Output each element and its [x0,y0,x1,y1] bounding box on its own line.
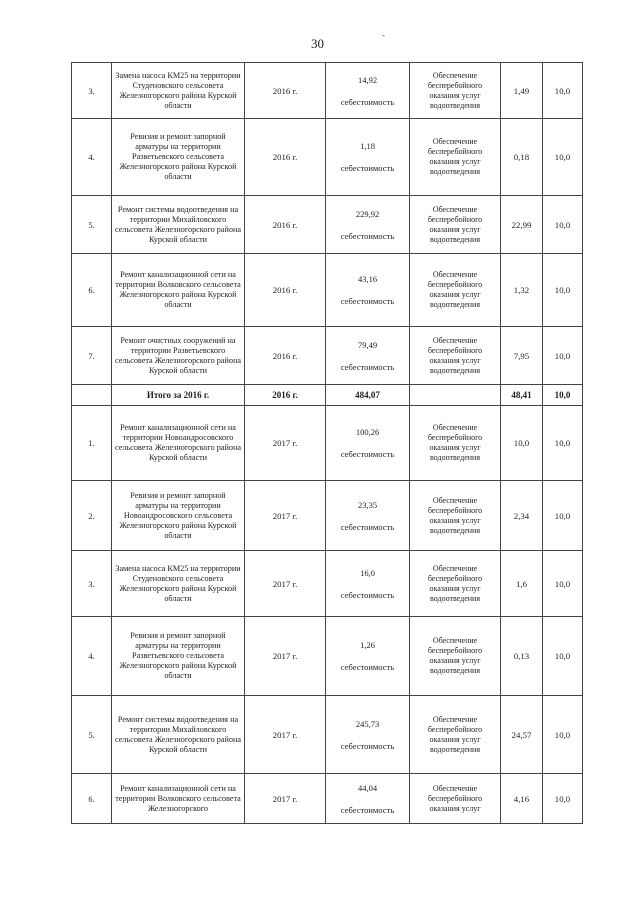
row-number: 5. [72,696,112,774]
row-number [72,385,112,406]
row-name: Итого за 2016 г. [112,385,245,406]
row-amount: 16,0 [360,567,375,578]
row-value-1: 0,13 [501,617,543,696]
row-purpose: Обеспечение бесперебойного оказания услуг водоотведения [410,406,501,481]
row-year: 2016 г. [245,327,326,385]
row-value-2: 10,0 [543,196,583,254]
row-value-2: 10,0 [543,696,583,774]
row-purpose: Обеспечение бесперебойного оказания услуг водоотведения [410,196,501,254]
row-value-1: 48,41 [501,385,543,406]
row-basis: себестоимость [340,96,395,107]
row-year: 2017 г. [245,481,326,551]
row-amount: 100,26 [355,427,380,437]
table-row [72,406,583,481]
row-value-1: 2,34 [501,481,543,551]
row-number: 4. [72,617,112,696]
row-amount: 1,26 [360,640,375,650]
row-value-2: 10,0 [543,119,583,196]
row-value-2: 10,0 [543,63,583,119]
table-body [72,63,583,824]
row-amount: 245,73 [355,718,380,729]
row-value-1: 24,57 [501,696,543,774]
row-number: 3. [72,551,112,617]
row-purpose: Обеспечение бесперебойного оказания услуг водоотведения [410,63,501,119]
row-basis: себестоимость [340,589,395,600]
row-purpose: Обеспечение бесперебойного оказания услуг водоотведения [410,551,501,617]
row-year: 2016 г. [245,119,326,196]
table-row [72,696,583,774]
row-name: Ревизия и ремонт запорной арматуры на территории Разветьевского сельсовета Железногорского района Курской области [112,617,245,696]
row-amount: 229,92 [355,208,380,219]
row-name: Ремонт очистных сооружений на территории Разветьевского сельсовета Железногорского района Курской области [112,327,245,385]
row-purpose: Обеспечение бесперебойного оказания услуг водоотведения [410,481,501,551]
row-year: 2016 г. [245,385,326,406]
row-value-2: 10,0 [543,617,583,696]
table-total-row [72,385,583,406]
row-name: Ремонт канализационной сети на территории Новоандросовского сельсовета Железногорского района Курской области [112,406,245,481]
row-basis: себестоимость [340,230,395,241]
row-amount: 23,35 [357,499,378,510]
row-value-1: 22,99 [501,196,543,254]
row-cost [326,481,410,551]
row-year: 2016 г. [245,254,326,327]
row-year: 2017 г. [245,617,326,696]
table-row [72,254,583,327]
row-year: 2016 г. [245,196,326,254]
row-amount: 484,07 [355,390,380,400]
row-value-1: 7,95 [501,327,543,385]
row-name: Ремонт канализационной сети на территории Волковского сельсовета Железногорского [112,774,245,824]
row-value-1: 1,32 [501,254,543,327]
row-value-1: 0,18 [501,119,543,196]
row-name: Ремонт канализационной сети на территории Волковского сельсовета Железногорского района Курской области [112,254,245,327]
table-row [72,196,583,254]
row-name: Замена насоса КМ25 на территории Студеновского сельсовета Железногорского района Курской области [112,551,245,617]
table-row [72,551,583,617]
row-value-2: 10,0 [543,327,583,385]
row-year: 2017 г. [245,696,326,774]
table-row [72,617,583,696]
row-number: 1. [72,406,112,481]
row-number: 5. [72,196,112,254]
row-amount: 1,18 [360,141,375,151]
row-cost [326,774,410,824]
row-cost [326,696,410,774]
row-purpose: Обеспечение бесперебойного оказания услуг [410,774,501,824]
row-number: 4. [72,119,112,196]
row-year: 2017 г. [245,774,326,824]
row-basis: себестоимость [340,804,395,815]
row-amount: 79,49 [357,339,378,350]
row-cost [326,385,410,406]
row-number: 6. [72,254,112,327]
row-purpose: Обеспечение бесперебойного оказания услуг водоотведения [410,696,501,774]
row-number: 7. [72,327,112,385]
row-name: Ревизия и ремонт запорной арматуры на территории Разветьевского сельсовета Железногорского района Курской области [112,119,245,196]
row-amount: 43,16 [357,274,378,284]
scan-mark: - [382,30,385,40]
row-basis: себестоимость [340,449,395,459]
row-amount: 14,92 [357,74,378,85]
table-row [72,481,583,551]
row-number: 3. [72,63,112,119]
row-cost [326,119,410,196]
row-name: Замена насоса КМ25 на территории Студеновского сельсовета Железногорского района Курской области [112,63,245,119]
row-purpose: Обеспечение бесперебойного оказания услуг водоотведения [410,327,501,385]
row-cost [326,196,410,254]
table-row [72,774,583,824]
row-basis: себестоимость [340,296,395,306]
row-amount: 44,04 [357,782,378,793]
row-cost [326,254,410,327]
row-year: 2016 г. [245,63,326,119]
row-value-2: 10,0 [543,406,583,481]
row-name: Ремонт системы водоотведения на территории Михайловского сельсовета Железногорского района Курской области [112,196,245,254]
row-cost [326,63,410,119]
row-value-1: 4,16 [501,774,543,824]
row-value-2: 10,0 [543,254,583,327]
row-value-2: 10,0 [543,551,583,617]
table-row [72,327,583,385]
table-row [72,119,583,196]
row-basis: себестоимость [340,163,395,173]
row-purpose: Обеспечение бесперебойного оказания услуг водоотведения [410,617,501,696]
row-cost [326,327,410,385]
row-cost [326,617,410,696]
row-cost [326,551,410,617]
row-value-2: 10,0 [543,481,583,551]
row-number: 6. [72,774,112,824]
row-purpose [410,385,501,406]
row-value-1: 1,49 [501,63,543,119]
row-year: 2017 г. [245,551,326,617]
table-row [72,63,583,119]
row-value-1: 10,0 [501,406,543,481]
row-name: Ревизия и ремонт запорной арматуры на территории Новоандросовского сельсовета Железногорского района Курской области [112,481,245,551]
row-purpose: Обеспечение бесперебойного оказания услуг водоотведения [410,119,501,196]
row-name: Ремонт системы водоотведения на территории Михайловского сельсовета Железногорского района Курской области [112,696,245,774]
page-number: 30 [311,36,324,51]
row-basis: себестоимость [340,361,395,372]
row-number: 2. [72,481,112,551]
row-basis: себестоимость [340,740,395,751]
row-basis: себестоимость [340,662,395,672]
row-basis: себестоимость [340,521,395,532]
row-value-1: 1,6 [501,551,543,617]
investment-table [71,62,583,824]
row-value-2: 10,0 [543,774,583,824]
row-year: 2017 г. [245,406,326,481]
row-cost [326,406,410,481]
row-value-2: 10,0 [543,385,583,406]
row-purpose: Обеспечение бесперебойного оказания услуг водоотведения [410,254,501,327]
